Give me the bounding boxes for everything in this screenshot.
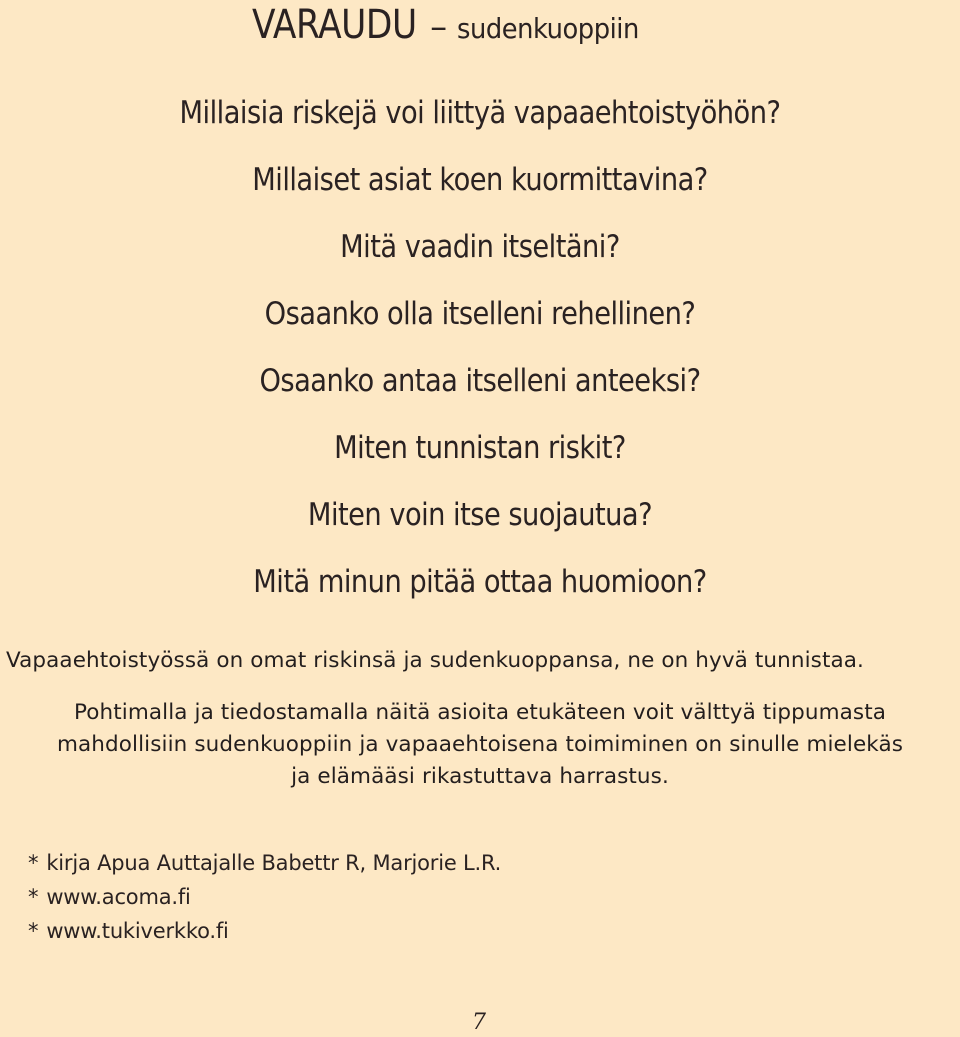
question-item: Osaanko olla itselleni rehellinen?: [264, 296, 696, 332]
question-list: [0, 80, 960, 616]
body-paragraph-line: Pohtimalla ja tiedostamalla näitä asioita etukäteen voit välttyä tippumasta: [73, 700, 887, 725]
body-paragraph-line: mahdollisiin sudenkuoppiin ja vapaaehtoisena toimiminen on sinulle mielekäs: [56, 732, 904, 757]
question-item: Millaiset asiat koen kuormittavina?: [252, 162, 708, 198]
page-number: 7: [472, 1010, 486, 1035]
asterisk-icon: *: [28, 851, 39, 875]
reference-link[interactable]: www.acoma.fi: [46, 885, 191, 909]
question-item: Millaisia riskejä voi liittyä vapaaehtoistyöhön?: [179, 95, 781, 131]
title-separator: –: [430, 7, 447, 47]
title-subtitle: sudenkuoppiin: [457, 12, 640, 45]
reference-link[interactable]: www.tukiverkko.fi: [46, 919, 229, 943]
asterisk-icon: *: [28, 885, 39, 909]
question-item: Miten tunnistan riskit?: [334, 430, 626, 466]
body-paragraph-line: ja elämääsi rikastuttava harrastus.: [291, 764, 669, 789]
question-item: Osaanko antaa itselleni anteeksi?: [259, 363, 701, 399]
reference-list: [28, 846, 501, 948]
body-paragraph: [0, 697, 960, 793]
question-item: Mitä minun pitää ottaa huomioon?: [253, 564, 707, 600]
page-title: [252, 2, 655, 48]
intro-paragraph: Vapaaehtoistyössä on omat riskinsä ja sudenkuoppansa, ne on hyvä tunnistaa.: [6, 648, 864, 673]
question-item: Mitä vaadin itseltäni?: [340, 229, 620, 265]
question-item: Miten voin itse suojautua?: [307, 497, 653, 533]
title-main: VARAUDU: [252, 2, 417, 48]
reference-item: [28, 914, 501, 948]
asterisk-icon: *: [28, 919, 39, 943]
reference-item: [28, 846, 501, 880]
reference-item: [28, 880, 501, 914]
reference-text: kirja Apua Auttajalle Babettr R, Marjorie L.R.: [46, 851, 502, 875]
